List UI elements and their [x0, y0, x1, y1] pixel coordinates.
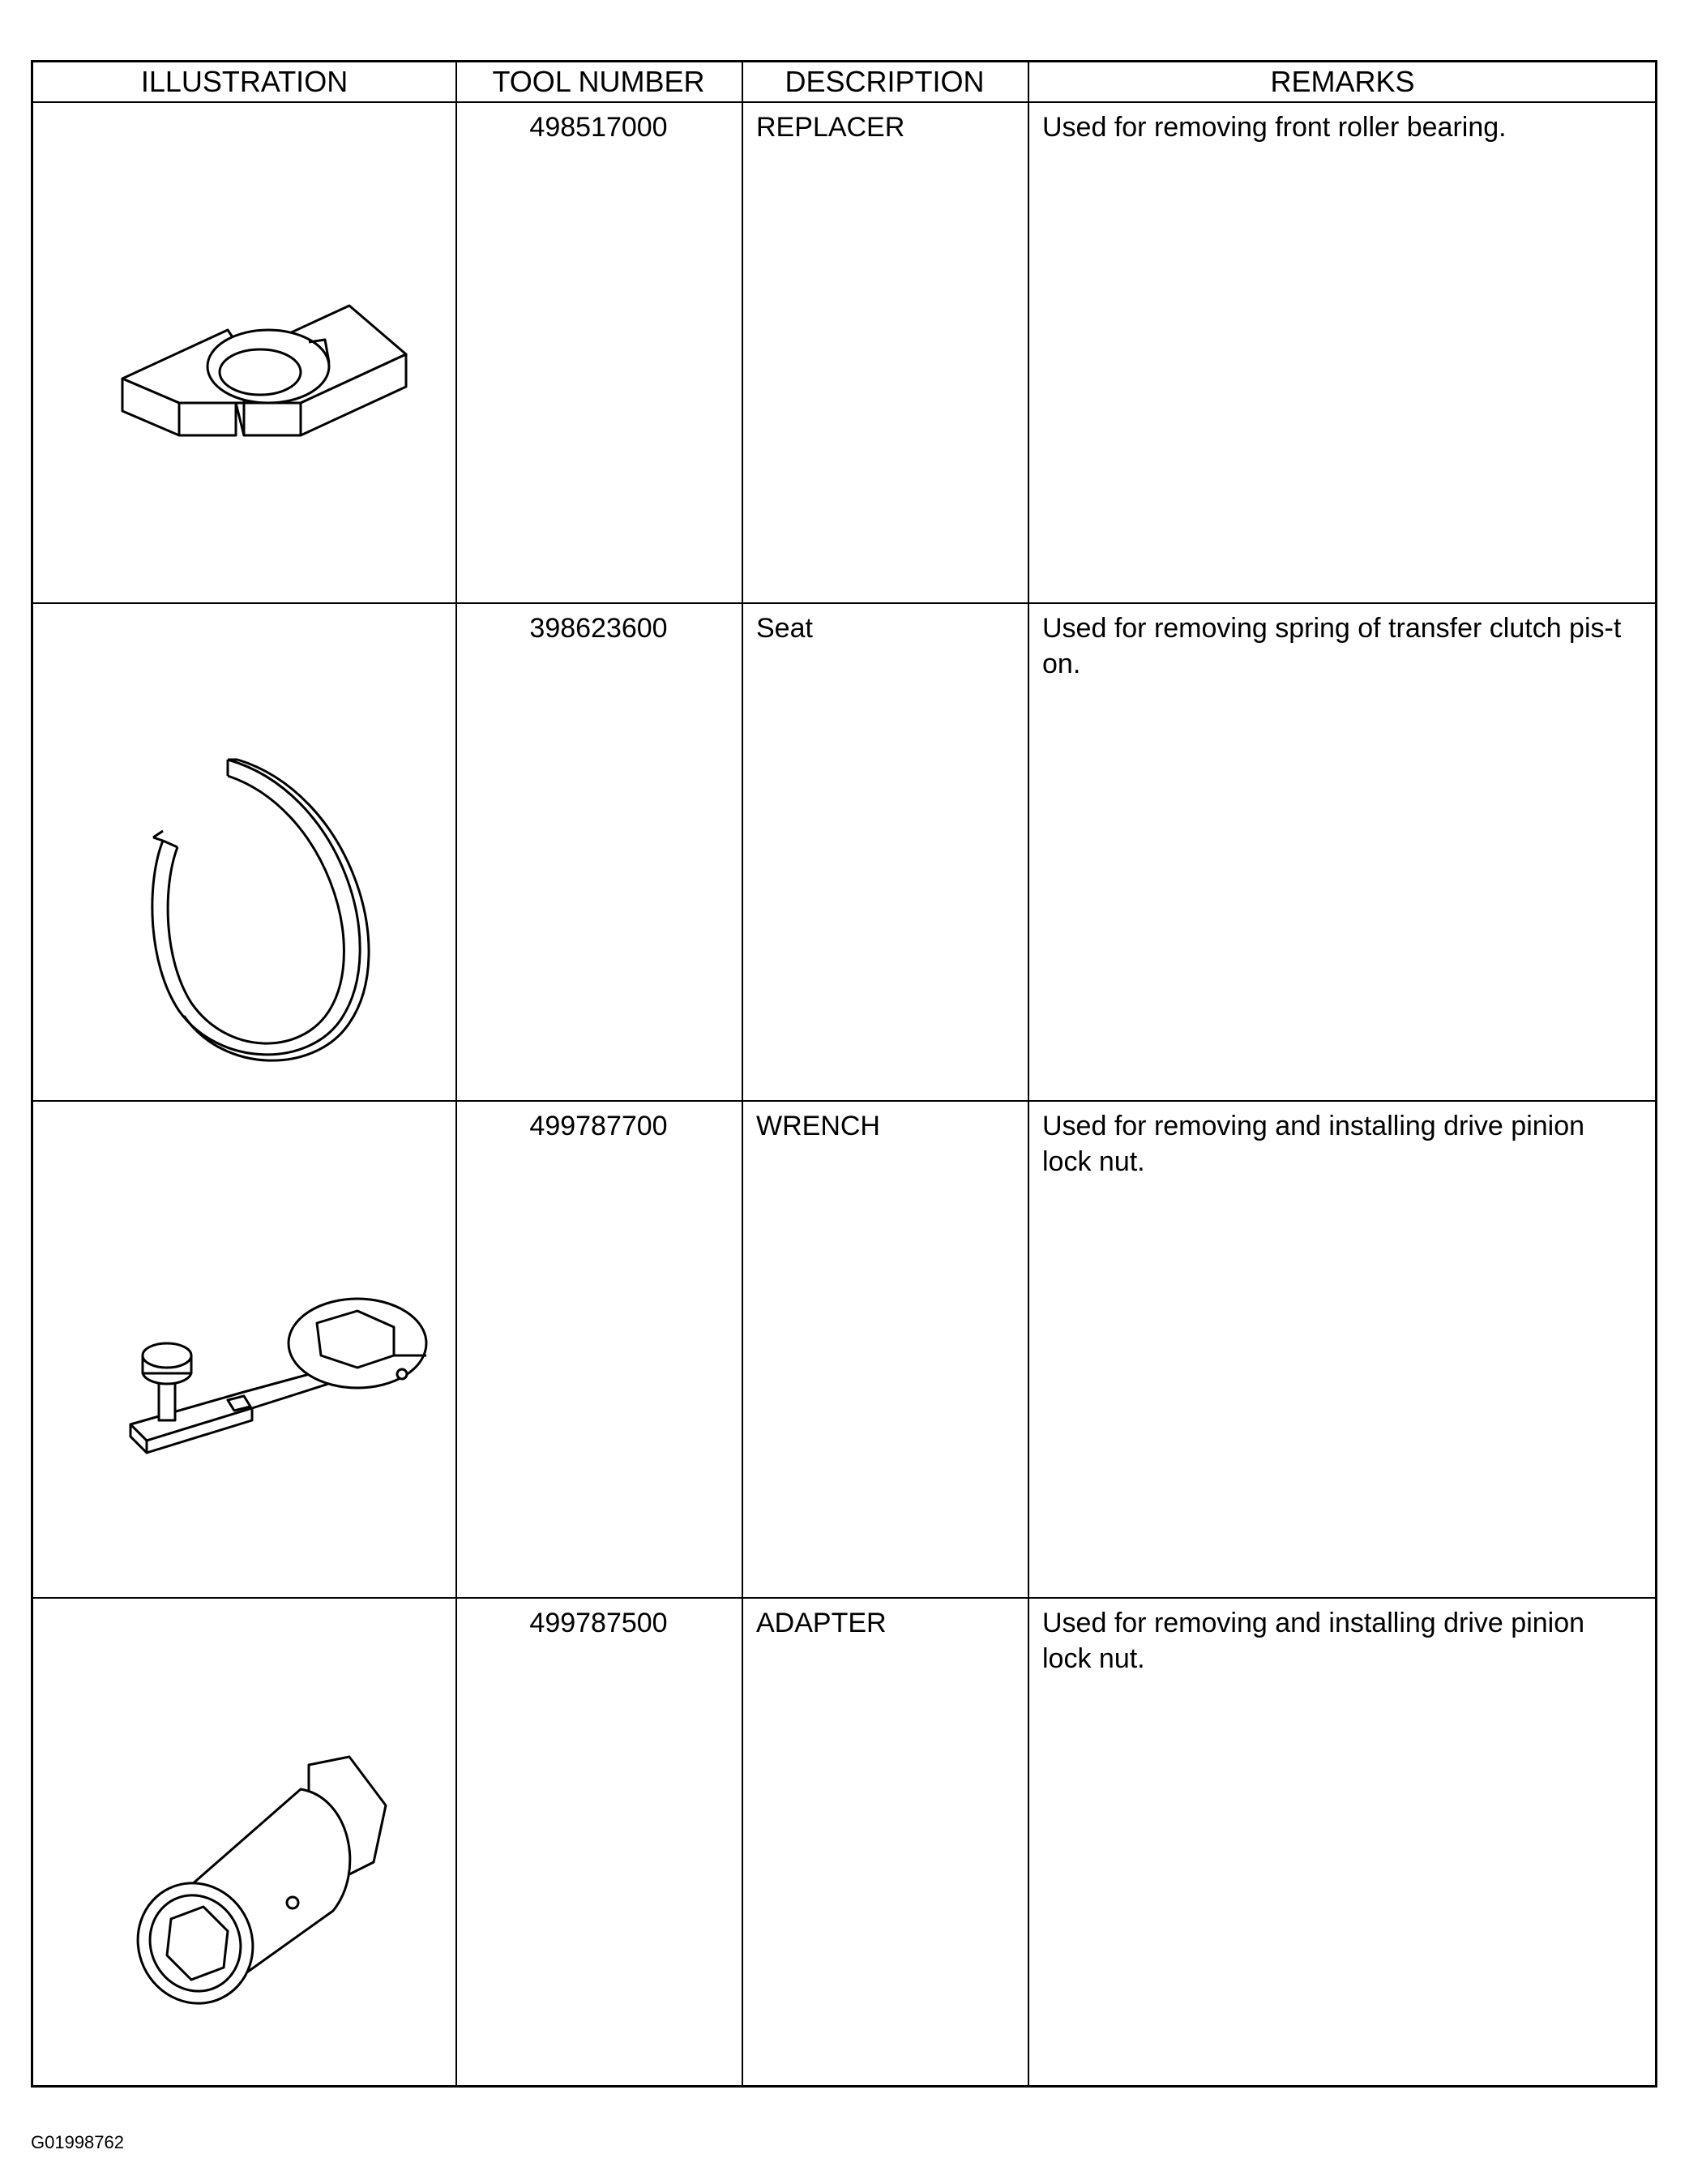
- adapter-socket-icon: [106, 1741, 430, 2008]
- tool-number: 498517000: [529, 112, 668, 143]
- column-divider: [742, 62, 743, 2085]
- tool-number: 499787500: [529, 1608, 668, 1638]
- replacer-block-icon: [106, 265, 430, 460]
- tool-remarks: Used for removing and installing drive pinion lock nut.: [1042, 1111, 1585, 1177]
- header-description: DESCRIPTION: [785, 65, 985, 98]
- header-remarks: REMARKS: [1270, 65, 1415, 98]
- header-illustration: ILLUSTRATION: [140, 65, 348, 98]
- seat-ring-icon: [130, 743, 406, 1084]
- figure-id: G01998762: [31, 2132, 124, 2152]
- tool-remarks: Used for removing spring of transfer clutch pis-ton.: [1042, 613, 1622, 679]
- wrench-icon: [114, 1278, 438, 1465]
- header-tool-number: TOOL NUMBER: [492, 65, 705, 98]
- column-divider: [1028, 62, 1029, 2085]
- tool-description: ADAPTER: [756, 1608, 887, 1638]
- row-divider: [33, 101, 1655, 103]
- tool-remarks: Used for removing and installing drive pinion lock nut.: [1042, 1608, 1585, 1674]
- tool-number: 499787700: [529, 1111, 668, 1141]
- tool-description: Seat: [756, 613, 813, 644]
- row-divider: [33, 1597, 1655, 1599]
- row-divider: [33, 602, 1655, 604]
- special-tools-table: [31, 60, 1657, 2088]
- tool-description: REPLACER: [756, 112, 905, 143]
- tool-remarks: Used for removing front roller bearing.: [1042, 112, 1507, 143]
- row-divider: [33, 1100, 1655, 1102]
- tool-description: WRENCH: [756, 1111, 880, 1141]
- column-divider: [455, 62, 457, 2085]
- tool-number: 398623600: [529, 613, 668, 644]
